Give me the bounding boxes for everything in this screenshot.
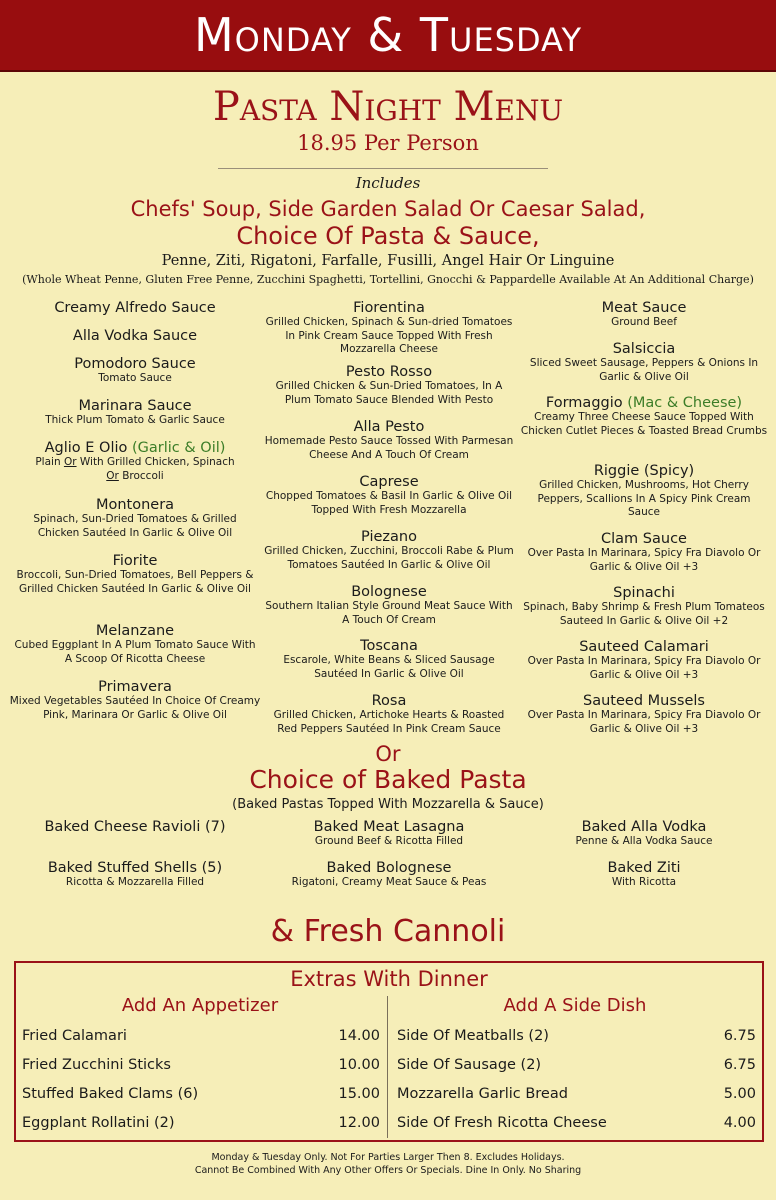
sauce-description: Homemade Pesto Sauce Tossed With Parmesan Cheese And A Touch Of Cream xyxy=(264,435,514,461)
baked-description: Rigatoni, Creamy Meat Sauce & Peas xyxy=(291,876,487,888)
baked-description: Penne & Alla Vodka Sauce xyxy=(575,835,713,847)
sauce-name-main: Aglio E Olio xyxy=(44,440,128,456)
baked-name: Baked Bolognese xyxy=(326,860,452,876)
sauce-name: Bolognese xyxy=(351,584,427,600)
sauce-description: Grilled Chicken, Artichoke Hearts & Roasted Red Peppers Sautéed In Pink Cream Sauce xyxy=(273,709,505,735)
sauce-name: Clam Sauce xyxy=(601,531,687,547)
side-price: 6.75 xyxy=(723,1057,756,1073)
sauce-name: Creamy Alfredo Sauce xyxy=(54,300,216,316)
side-price: 6.75 xyxy=(723,1028,756,1044)
sauce-name: Salsiccia xyxy=(612,341,676,357)
baked-item xyxy=(264,819,514,849)
includes-line-2: Choice Of Pasta & Sauce, xyxy=(236,222,540,250)
baked-description: Ricotta & Mozzarella Filled xyxy=(65,876,205,888)
sauce-description: Spinach, Sun-Dried Tomatoes & Grilled Chicken Sautéed In Garlic & Olive Oil xyxy=(33,513,237,539)
sauce-name: Caprese xyxy=(359,474,419,490)
sauce-item xyxy=(520,639,768,682)
sauce-item xyxy=(12,553,258,596)
sauce-item xyxy=(264,638,514,681)
pasta-choices: Penne, Ziti, Rigatoni, Farfalle, Fusilli, Angel Hair Or Linguine xyxy=(161,253,615,269)
footer-line-2: Cannot Be Combined With Any Other Offers Or Specials. Dine In Only. No Sharing xyxy=(194,1165,582,1176)
sauce-name: Fiorite xyxy=(112,553,158,569)
sauce-description: Over Pasta In Marinara, Spicy Fra Diavolo Or Garlic & Olive Oil +3 xyxy=(527,709,761,735)
baked-name: Baked Alla Vodka xyxy=(581,819,707,835)
baked-name: Baked Cheese Ravioli (7) xyxy=(44,819,226,835)
sauce-description xyxy=(14,456,256,483)
side-price: 5.00 xyxy=(723,1086,756,1102)
baked-description: With Ricotta xyxy=(611,876,677,888)
baked-title: Choice of Baked Pasta xyxy=(249,765,527,794)
side-price: 4.00 xyxy=(723,1115,756,1131)
sauce-name: Pomodoro Sauce xyxy=(74,356,196,372)
sauce-name: Sauteed Calamari xyxy=(579,639,709,655)
baked-description: Ground Beef & Ricotta Filled xyxy=(314,835,464,847)
sauce-item xyxy=(520,531,768,574)
sauce-item xyxy=(520,585,768,628)
baked-name: Baked Stuffed Shells (5) xyxy=(47,860,223,876)
extras-divider xyxy=(387,996,388,1138)
sauce-description: Over Pasta In Marinara, Spicy Fra Diavolo Or Garlic & Olive Oil +3 xyxy=(527,655,761,681)
sauce-item xyxy=(14,440,256,483)
desc-part: Plain xyxy=(35,456,64,468)
sauce-name: Alla Pesto xyxy=(353,419,425,435)
sauce-item xyxy=(264,529,514,572)
sauce-description: Chopped Tomatoes & Basil In Garlic & Olive Oil Topped With Fresh Mozzarella xyxy=(265,490,513,516)
title-divider xyxy=(218,168,548,169)
sauce-name: Alla Vodka Sauce xyxy=(72,328,198,344)
sauce-item xyxy=(264,474,514,517)
side-name: Mozzarella Garlic Bread xyxy=(397,1086,568,1102)
baked-item xyxy=(14,819,256,835)
baked-name: Baked Meat Lasagna xyxy=(313,819,465,835)
sauce-description: Creamy Three Cheese Sauce Topped With Chicken Cutlet Pieces & Toasted Bread Crumbs xyxy=(520,411,768,437)
side-name: Side Of Sausage (2) xyxy=(397,1057,542,1073)
sauce-description: Cubed Eggplant In A Plum Tomato Sauce With A Scoop Of Ricotta Cheese xyxy=(14,639,256,665)
sauce-name: Meat Sauce xyxy=(601,300,687,316)
sauce-item xyxy=(14,356,256,386)
baked-item xyxy=(520,819,768,849)
desc-part: With Grilled Chicken, Spinach xyxy=(76,456,235,468)
sauce-name xyxy=(14,440,256,456)
sauce-description: Grilled Chicken & Sun-Dried Tomatoes, In A Plum Tomato Sauce Blended With Pesto xyxy=(275,380,503,406)
sauce-name: Pesto Rosso xyxy=(345,364,433,380)
sauce-item xyxy=(520,463,768,520)
sauce-description: Over Pasta In Marinara, Spicy Fra Diavolo Or Garlic & Olive Oil +3 xyxy=(527,547,761,573)
sauce-name-extra: (Mac & Cheese) xyxy=(627,395,743,411)
sauce-name: Fiorentina xyxy=(353,300,425,316)
sauce-name: Riggie (Spicy) xyxy=(593,463,695,479)
sauce-name-main: Formaggio xyxy=(545,395,623,411)
appetizer-price: 12.00 xyxy=(338,1115,380,1131)
sauce-name: Toscana xyxy=(360,638,418,654)
appetizer-name: Eggplant Rollatini (2) xyxy=(22,1115,175,1131)
sauce-description: Grilled Chicken, Zucchini, Broccoli Rabe & Plum Tomatoes Sautéed In Garlic & Olive Oil xyxy=(264,545,514,571)
sauce-description: Spinach, Baby Shrimp & Fresh Plum Tomateos Sauteed In Garlic & Olive Oil +2 xyxy=(523,601,765,627)
footer-note xyxy=(0,1151,776,1177)
header-banner xyxy=(0,0,776,72)
baked-name: Baked Ziti xyxy=(607,860,681,876)
sauce-description: Ground Beef xyxy=(611,316,677,328)
menu-price: 18.95 Per Person xyxy=(297,131,479,155)
sauce-item xyxy=(14,328,256,344)
side-name: Side Of Meatballs (2) xyxy=(397,1028,549,1044)
sauce-description: Broccoli, Sun-Dried Tomatoes, Bell Peppers & Grilled Chicken Sautéed In Garlic & Olive Oil xyxy=(16,569,254,595)
sauce-item xyxy=(14,398,256,428)
sauce-name: Spinachi xyxy=(613,585,675,601)
sauce-item xyxy=(520,300,768,330)
extras-title: Extras With Dinner xyxy=(290,967,488,991)
footer-line-1: Monday & Tuesday Only. Not For Parties Larger Then 8. Excludes Holidays. xyxy=(211,1152,565,1163)
sauce-name xyxy=(520,395,768,411)
sauce-item xyxy=(264,584,514,627)
sauce-name: Primavera xyxy=(98,679,172,695)
sauce-name: Melanzane xyxy=(95,623,175,639)
availability-note: (Whole Wheat Penne, Gluten Free Penne, Zucchini Spaghetti, Tortellini, Gnocchi & Pappardelle Available At An Additional Charge) xyxy=(22,273,754,286)
appetizer-name: Fried Calamari xyxy=(22,1028,127,1044)
sauce-item xyxy=(14,300,256,316)
sauce-item xyxy=(264,419,514,462)
sauce-description: Sliced Sweet Sausage, Peppers & Onions In Garlic & Olive Oil xyxy=(529,357,759,383)
or-label: Or xyxy=(375,742,401,766)
side-heading: Add A Side Dish xyxy=(503,995,647,1016)
appetizer-price: 10.00 xyxy=(338,1057,380,1073)
sauce-name: Piezano xyxy=(361,529,417,545)
sauce-description: Escarole, White Beans & Sliced Sausage Sautéed In Garlic & Olive Oil xyxy=(283,654,495,680)
appetizer-heading: Add An Appetizer xyxy=(121,995,279,1016)
sauce-item xyxy=(264,300,514,357)
desc-or: Or xyxy=(63,456,77,468)
sauce-item xyxy=(520,341,768,384)
sauce-description: Southern Italian Style Ground Meat Sauce With A Touch Of Cream xyxy=(265,600,513,626)
includes-label: Includes xyxy=(355,174,421,192)
sauce-name-extra: (Garlic & Oil) xyxy=(131,440,226,456)
sauce-item xyxy=(264,693,514,736)
sauce-description: Tomato Sauce xyxy=(98,372,172,384)
appetizer-name: Stuffed Baked Clams (6) xyxy=(22,1086,199,1102)
sauce-name: Marinara Sauce xyxy=(78,398,192,414)
sauce-item xyxy=(520,693,768,736)
sauce-description: Grilled Chicken, Mushrooms, Hot Cherry Peppers, Scallions In A Spicy Pink Cream Sauce xyxy=(537,479,751,518)
sauce-item xyxy=(264,364,514,407)
sauce-item xyxy=(14,497,256,540)
baked-item xyxy=(14,860,256,890)
appetizer-price: 14.00 xyxy=(338,1028,380,1044)
baked-item xyxy=(520,860,768,890)
baked-item xyxy=(264,860,514,890)
baked-subtitle: (Baked Pastas Topped With Mozzarella & Sauce) xyxy=(232,797,544,812)
sauce-name: Sauteed Mussels xyxy=(583,693,705,709)
desc-part: Broccoli xyxy=(118,469,164,482)
menu-title: Pasta Night Menu xyxy=(212,84,564,130)
desc-or: Or xyxy=(106,469,119,482)
includes-line-1: Chefs' Soup, Side Garden Salad Or Caesar Salad, xyxy=(130,197,646,221)
sauce-description: Mixed Vegetables Sautéed In Choice Of Creamy Pink, Marinara Or Garlic & Olive Oil xyxy=(9,695,261,721)
sauce-description: Grilled Chicken, Spinach & Sun-dried Tomatoes In Pink Cream Sauce Topped With Fresh Mozzarella Cheese xyxy=(265,316,513,355)
sauce-item xyxy=(14,623,256,666)
sauce-description: Thick Plum Tomato & Garlic Sauce xyxy=(45,414,225,426)
cannoli-heading: & Fresh Cannoli xyxy=(270,914,506,949)
appetizer-price: 15.00 xyxy=(338,1086,380,1102)
sauce-item xyxy=(8,679,262,722)
sauce-name: Montonera xyxy=(95,497,175,513)
appetizer-name: Fried Zucchini Sticks xyxy=(22,1057,171,1073)
banner-title: Monday & Tuesday xyxy=(193,8,583,62)
sauce-name: Rosa xyxy=(371,693,407,709)
side-name: Side Of Fresh Ricotta Cheese xyxy=(397,1115,607,1131)
sauce-item xyxy=(520,395,768,438)
